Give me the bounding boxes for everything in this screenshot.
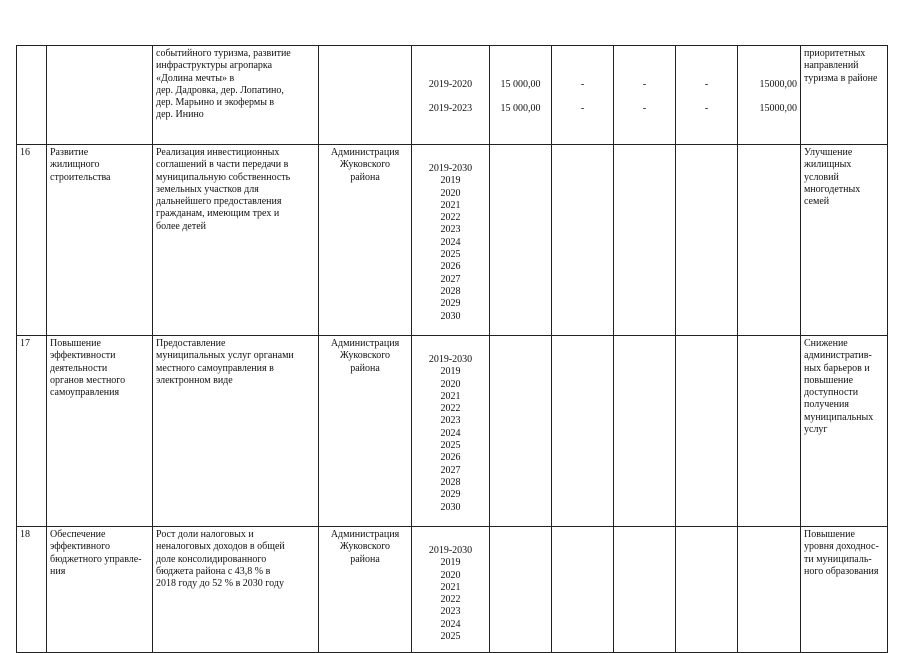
period-value: 2022: [440, 594, 461, 606]
period-value: 2020: [440, 378, 461, 390]
period-cell: [412, 527, 490, 653]
local-value: -: [704, 79, 709, 90]
period-value: 2024: [440, 618, 461, 630]
period-value: 2020: [440, 187, 461, 199]
regional-value: -: [642, 79, 647, 90]
federal-value: -: [580, 79, 585, 90]
federal-cell: [552, 336, 614, 527]
period-value: 2019: [440, 366, 461, 378]
goal-cell: [47, 46, 153, 145]
period-value: 2021: [440, 390, 461, 402]
period-value: 2028: [440, 476, 461, 488]
period-value: 2025: [440, 631, 461, 643]
period-value: 2021: [440, 199, 461, 211]
federal-cell: [552, 527, 614, 653]
extra-cell: [738, 46, 801, 145]
total-cell: [490, 145, 552, 336]
period-value: 2029: [440, 489, 461, 501]
period-value: 2024: [440, 427, 461, 439]
period-value: 2027: [440, 273, 461, 285]
period-value: 2027: [440, 464, 461, 476]
program-table: [16, 45, 888, 653]
total-cell: [490, 527, 552, 653]
period-value: 2023: [440, 606, 461, 618]
period-value: 2023: [440, 224, 461, 236]
total-cell: [490, 46, 552, 145]
federal-cell: [552, 46, 614, 145]
goal-cell: Обеспечение эффективного бюджетного управле- ния: [47, 527, 153, 653]
extra-cell: [738, 145, 801, 336]
total-cell: [490, 336, 552, 527]
local-value: -: [704, 103, 709, 115]
period-value: 2020: [440, 569, 461, 581]
period-value: 2021: [440, 581, 461, 593]
period-value: 2019-2030: [428, 163, 473, 174]
period-value: 2030: [440, 310, 461, 322]
period-cell: [412, 46, 490, 145]
period-cell: [412, 336, 490, 527]
period-value: 2019: [440, 557, 461, 569]
table-row: [17, 145, 888, 336]
total-value: 15 000,00: [500, 79, 541, 90]
local-cell: [676, 336, 738, 527]
measure-cell: Предоставление муниципальных услуг органами местного самоуправления в электронном виде: [153, 336, 319, 527]
executor-cell: Администрация Жуковского района: [319, 145, 412, 336]
executor-cell: [319, 46, 412, 145]
period-value: 2029: [440, 298, 461, 310]
period-value: 2025: [440, 440, 461, 452]
extra-cell: [738, 527, 801, 653]
table-row: [17, 46, 888, 145]
period-value: 2024: [440, 236, 461, 248]
period-value: 2026: [440, 261, 461, 273]
regional-cell: [614, 145, 676, 336]
period-value: 2030: [440, 501, 461, 513]
row-number: 17: [17, 336, 47, 527]
executor-cell: Администрация Жуковского района: [319, 527, 412, 653]
regional-cell: [614, 527, 676, 653]
result-cell: Снижение административ- ных барьеров и повышение доступности получения муниципальных услуг: [801, 336, 888, 527]
period-cell: [412, 145, 490, 336]
local-cell: [676, 46, 738, 145]
local-cell: [676, 527, 738, 653]
goal-cell: Развитие жилищного строительства: [47, 145, 153, 336]
measure-cell: Рост доли налоговых и неналоговых доходов в общей доле консолидированного бюджета района с 43,8 % в 2018 году до 52 % в 2030 году: [153, 527, 319, 653]
regional-cell: [614, 46, 676, 145]
result-cell: Улучшение жилищных условий многодетных семей: [801, 145, 888, 336]
row-number: 16: [17, 145, 47, 336]
period-value: 2028: [440, 285, 461, 297]
table-row: [17, 527, 888, 653]
period-value: 2019-2023: [428, 103, 473, 115]
measure-cell: событийного туризма, развитие инфраструктуры агропарка «Долина мечты» в дер. Дадровка, дер. Лопатино, дер. Марьино и экофермы в дер. Инино: [153, 46, 319, 145]
executor-cell: Администрация Жуковского района: [319, 336, 412, 527]
extra-cell: [738, 336, 801, 527]
result-cell: Повышение уровня доходнос- ти муниципаль- ного образования: [801, 527, 888, 653]
extra-value: 15000,00: [759, 79, 797, 90]
period-value: 2019-2020: [428, 79, 473, 90]
period-value: 2019-2030: [428, 354, 473, 365]
row-number: 18: [17, 527, 47, 653]
extra-value: 15000,00: [759, 103, 797, 115]
period-value: 2019: [440, 175, 461, 187]
regional-value: -: [642, 103, 647, 115]
federal-value: -: [580, 103, 585, 115]
local-cell: [676, 145, 738, 336]
period-value: 2019-2030: [428, 545, 473, 556]
measure-cell: Реализация инвестиционных соглашений в части передачи в муниципальную собственность земельных участков для дальнейшего предоставления гражданам, имеющим трех и более детей: [153, 145, 319, 336]
total-value: 15 000,00: [500, 103, 541, 115]
result-cell: приоритетных направлений туризма в районе: [801, 46, 888, 145]
period-value: 2022: [440, 212, 461, 224]
period-value: 2026: [440, 452, 461, 464]
federal-cell: [552, 145, 614, 336]
period-value: 2023: [440, 415, 461, 427]
row-number: [17, 46, 47, 145]
goal-cell: Повышение эффективности деятельности органов местного самоуправления: [47, 336, 153, 527]
table-row: [17, 336, 888, 527]
period-value: 2022: [440, 403, 461, 415]
regional-cell: [614, 336, 676, 527]
period-value: 2025: [440, 249, 461, 261]
